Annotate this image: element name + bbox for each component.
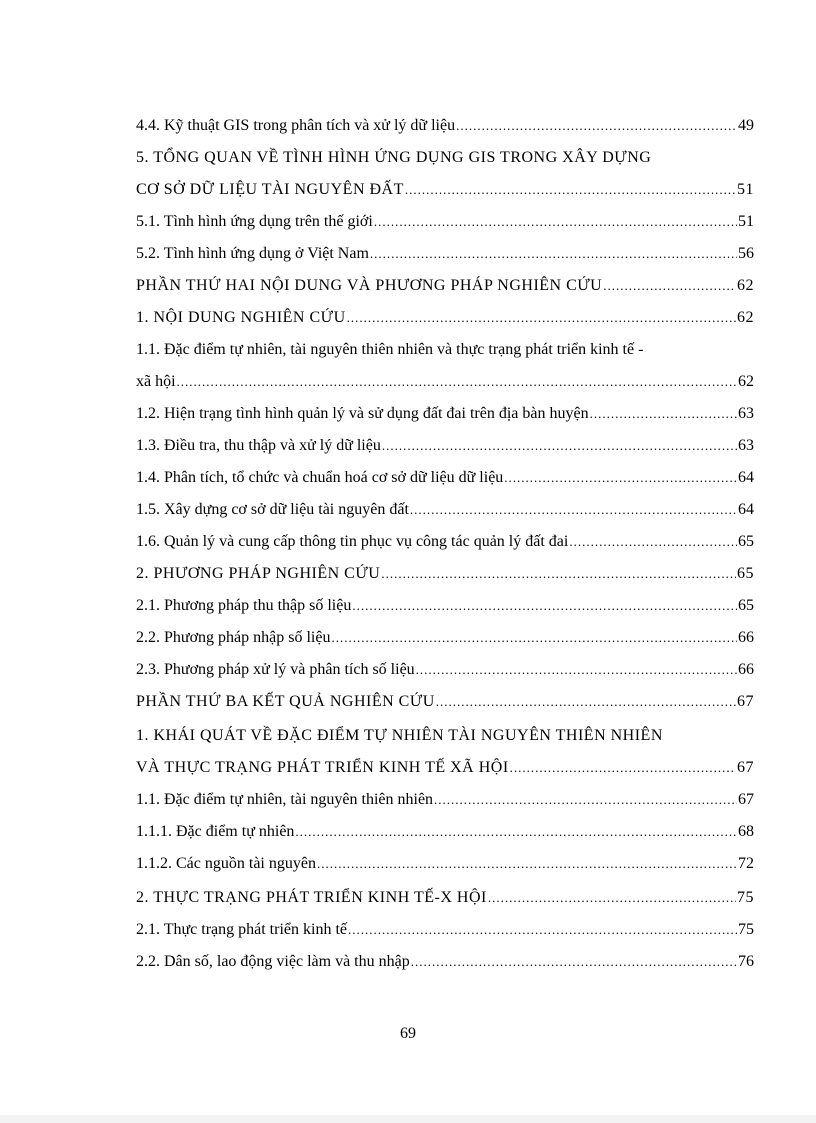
toc-entry-title: 1.3. Điều tra, thu thập và xử lý dữ liệu — [136, 437, 381, 454]
toc-leader-dots — [504, 464, 737, 492]
toc-leader-dots — [603, 272, 736, 300]
toc-leader-dots — [352, 592, 737, 620]
toc-leader-dots — [411, 948, 737, 976]
toc-entry-page: 66 — [738, 661, 754, 678]
toc-leader-dots — [416, 656, 737, 684]
toc-entry — [136, 688, 754, 716]
toc-entry-page: 65 — [738, 533, 754, 550]
toc-leader-dots — [331, 624, 737, 652]
toc-entry-title: CƠ SỞ DỮ LIỆU TÀI NGUYÊN ĐẤT — [136, 181, 404, 198]
toc-entry — [136, 272, 754, 300]
toc-entry — [136, 240, 754, 268]
toc-entry-page: 51 — [738, 213, 754, 230]
toc-entry — [136, 368, 754, 396]
toc-leader-dots — [317, 850, 737, 878]
toc-entry — [136, 208, 754, 236]
page-number: 69 — [400, 1025, 416, 1042]
toc-entry-page: 65 — [737, 565, 754, 582]
toc-leader-dots — [381, 560, 736, 588]
toc-entry-title-line1: 1.1. Đặc điểm tự nhiên, tài nguyên thiên nhiên và thực trạng phát triển kinh tế - — [136, 341, 644, 358]
toc-leader-dots — [177, 368, 737, 396]
toc-entry-title: 2.1. Thực trạng phát triển kinh tế — [136, 921, 347, 938]
toc-leader-dots — [295, 818, 737, 846]
toc-entry — [136, 560, 754, 588]
toc-leader-dots — [410, 496, 737, 524]
toc-entry-title: 1.5. Xây dựng cơ sở dữ liệu tài nguyên đất — [136, 501, 409, 518]
toc-entry — [136, 496, 754, 524]
toc-entry-page: 64 — [738, 469, 754, 486]
toc-entry-page: 68 — [738, 823, 754, 840]
toc-entry-title: 2.3. Phương pháp xử lý và phân tích số liệu — [136, 661, 415, 678]
toc-leader-dots — [370, 240, 737, 268]
toc-entry-page: 64 — [738, 501, 754, 518]
toc-entry-title: 4.4. Kỹ thuật GIS trong phân tích và xử lý dữ liệu — [136, 117, 456, 134]
toc-entry — [136, 656, 754, 684]
toc-entry-title: 2.1. Phương pháp thu thập số liệu — [136, 597, 352, 614]
toc-entry-title: 5.2. Tình hình ứng dụng ở Việt Nam — [136, 245, 369, 262]
toc-entry — [136, 884, 754, 912]
toc-entry — [136, 464, 754, 492]
toc-entry-page: 67 — [737, 693, 754, 710]
toc-entry-title: 1.1.2. Các nguồn tài nguyên — [136, 855, 316, 872]
toc-entry-page: 62 — [737, 277, 754, 294]
toc-leader-dots — [348, 916, 737, 944]
toc-entry-title: VÀ THỰC TRẠNG PHÁT TRIỂN KINH TẾ XÃ HỘI — [136, 759, 509, 776]
toc-entry — [136, 948, 754, 976]
toc-entry-title: xã hội — [136, 373, 176, 390]
toc-entry — [136, 754, 754, 782]
toc-entry-page: 51 — [737, 181, 754, 198]
toc-leader-dots — [456, 112, 737, 140]
toc-entry-title: 2.2. Dân số, lao động việc làm và thu nhập — [136, 953, 410, 970]
toc-leader-dots — [374, 208, 737, 236]
toc-entry-title: PHẦN THỨ HAI NỘI DUNG VÀ PHƯƠNG PHÁP NGHIÊN CỨU — [136, 277, 603, 294]
toc-entry-title: 1.6. Quản lý và cung cấp thông tin phục vụ công tác quản lý đất đai — [136, 533, 569, 550]
toc-leader-dots — [488, 884, 736, 912]
toc-entry — [136, 400, 754, 428]
page-bottom-strip — [0, 1115, 816, 1123]
toc-entry-page: 62 — [737, 309, 754, 326]
toc-entry-page: 62 — [738, 373, 754, 390]
toc-entry — [136, 818, 754, 846]
toc-entry-title: 1. NỘI DUNG NGHIÊN CỨU — [136, 309, 346, 326]
toc-entry-page: 67 — [737, 759, 754, 776]
toc-entry — [136, 786, 754, 814]
toc-entry-page: 56 — [738, 245, 754, 262]
toc-entry-title: 1.1.1. Đặc điểm tự nhiên — [136, 823, 295, 840]
toc-entry-page: 75 — [738, 921, 754, 938]
toc-entry-page: 72 — [738, 855, 754, 872]
toc-entry — [136, 176, 754, 204]
toc-entry — [136, 304, 754, 332]
toc-leader-dots — [382, 432, 737, 460]
toc-entry-page: 49 — [738, 117, 754, 134]
toc-entry-page: 67 — [738, 791, 754, 808]
toc-entry-page: 63 — [738, 437, 754, 454]
toc-entry-title: 2. PHƯƠNG PHÁP NGHIÊN CỨU — [136, 565, 381, 582]
toc-leader-dots — [436, 688, 736, 716]
toc-entry — [136, 528, 754, 556]
toc-entry-title: 2. THỰC TRẠNG PHÁT TRIỂN KINH TẾ-X HỘI — [136, 889, 487, 906]
toc-entry — [136, 850, 754, 878]
toc-entry-page: 65 — [738, 597, 754, 614]
toc-entry — [136, 432, 754, 460]
toc-entry-title-line1: 1. KHÁI QUÁT VỀ ĐẶC ĐIỂM TỰ NHIÊN TÀI NGUYÊN THIÊN NHIÊN — [136, 727, 663, 744]
toc-leader-dots — [434, 786, 737, 814]
toc-leader-dots — [347, 304, 736, 332]
toc-entry-title: 5.1. Tình hình ứng dụng trên thế giới — [136, 213, 373, 230]
toc-entry-page: 75 — [737, 889, 754, 906]
toc-entry-page: 66 — [738, 629, 754, 646]
toc-entry-title: 2.2. Phương pháp nhập số liệu — [136, 629, 331, 646]
toc-entry-title: PHẦN THỨ BA KẾT QUẢ NGHIÊN CỨU — [136, 693, 435, 710]
toc-entry-page: 63 — [738, 405, 754, 422]
toc-entry — [136, 112, 754, 140]
toc-entry-title: 1.2. Hiện trạng tình hình quản lý và sử dụng đất đai trên địa bàn huyện — [136, 405, 589, 422]
toc-entry-title-line1: 5. TỔNG QUAN VỀ TÌNH HÌNH ỨNG DỤNG GIS TRONG XÂY DỰNG — [136, 149, 652, 166]
toc-entry — [136, 592, 754, 620]
toc-leader-dots — [510, 754, 736, 782]
toc-leader-dots — [405, 176, 736, 204]
toc-leader-dots — [569, 528, 737, 556]
toc-entry-page: 76 — [738, 953, 754, 970]
toc-entry-title: 1.4. Phân tích, tổ chức và chuẩn hoá cơ sở dữ liệu dữ liệu — [136, 469, 504, 486]
toc-entry-title: 1.1. Đặc điểm tự nhiên, tài nguyên thiên nhiên — [136, 791, 434, 808]
toc-leader-dots — [590, 400, 737, 428]
toc-entry — [136, 916, 754, 944]
toc-entry — [136, 624, 754, 652]
